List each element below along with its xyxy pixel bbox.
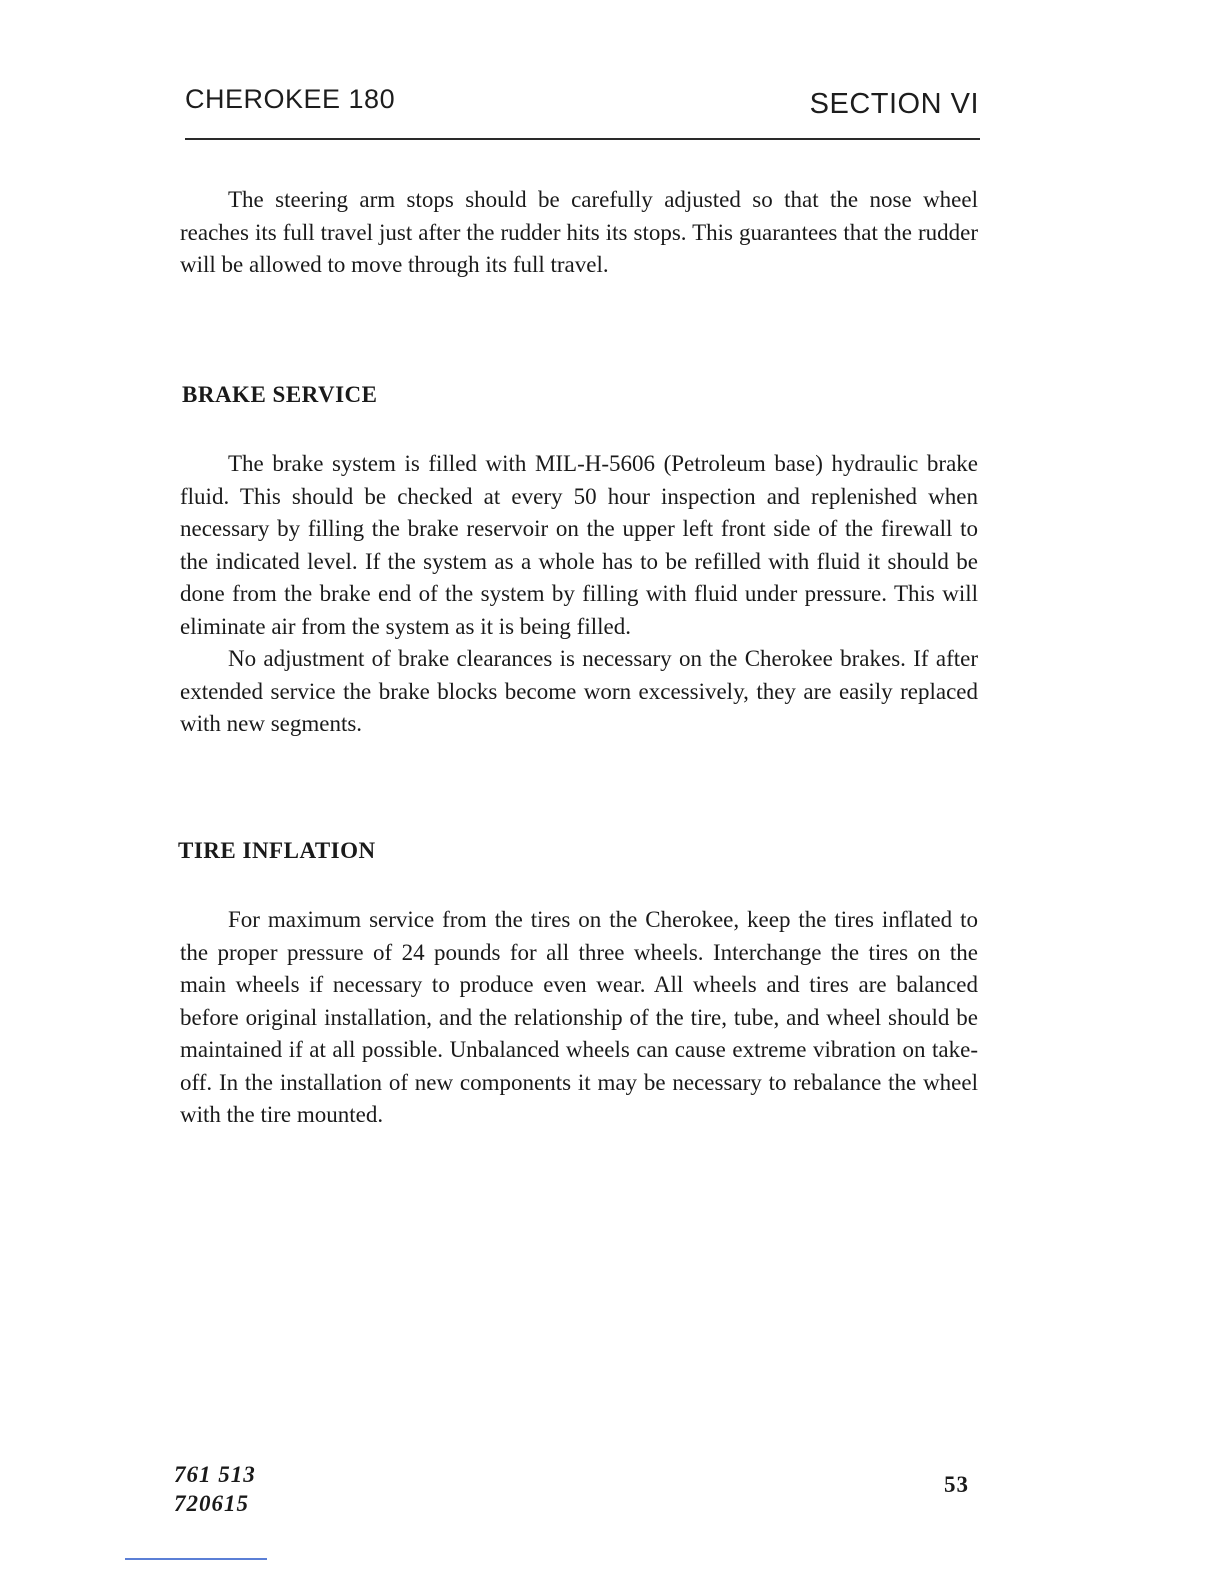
document-code-1: 761 513	[174, 1462, 256, 1487]
brake-service-heading: BRAKE SERVICE	[182, 382, 378, 407]
intro-section	[180, 184, 978, 282]
brake-service-paragraph-2: No adjustment of brake clearances is necessary on the Cherokee brakes. If after extended service the brake blocks become worn excessively, they are easily replaced with new segments.	[180, 646, 978, 736]
tire-inflation-paragraph: For maximum service from the tires on the Cherokee, keep the tires inflated to the proper pressure of 24 pounds for all three wheels. Interchange the tires on the main wheels if necessary to produce even wear. All wheels and tires are balanced before original installation, and the relationship of the tire, tube, and wheel should be maintained if at all possible. Unbalanced wheels can cause extreme vibration on take-off. In the installation of new components it may be necessary to rebalance the wheel with the tire mounted.	[180, 907, 978, 1127]
document-code-2: 720615	[174, 1491, 249, 1516]
tire-inflation-heading: TIRE INFLATION	[178, 838, 376, 863]
header-divider	[185, 138, 980, 140]
scan-edge-mark	[125, 1558, 267, 1560]
intro-paragraph: The steering arm stops should be carefully adjusted so that the nose wheel reaches its full travel just after the rudder hits its stops. This guarantees that the rudder will be allowed to move through its full travel.	[180, 187, 978, 277]
brake-service-paragraph-1: The brake system is filled with MIL-H-5606 (Petroleum base) hydraulic brake fluid. This should be checked at every 50 hour inspection and replenished when necessary by filling the brake reservoir on the upper left front side of the firewall to the indicated level. If the system as a whole has to be refilled with fluid it should be done from the brake end of the system by filling with fluid under pressure. This will eliminate air from the system as it is being filled.	[180, 451, 978, 639]
brake-service-section	[180, 448, 978, 741]
page-number: 53	[944, 1472, 969, 1497]
section-label: SECTION VI	[809, 88, 979, 120]
tire-inflation-section	[180, 904, 978, 1132]
document-codes	[174, 1460, 256, 1518]
document-title: CHEROKEE 180	[185, 84, 396, 114]
